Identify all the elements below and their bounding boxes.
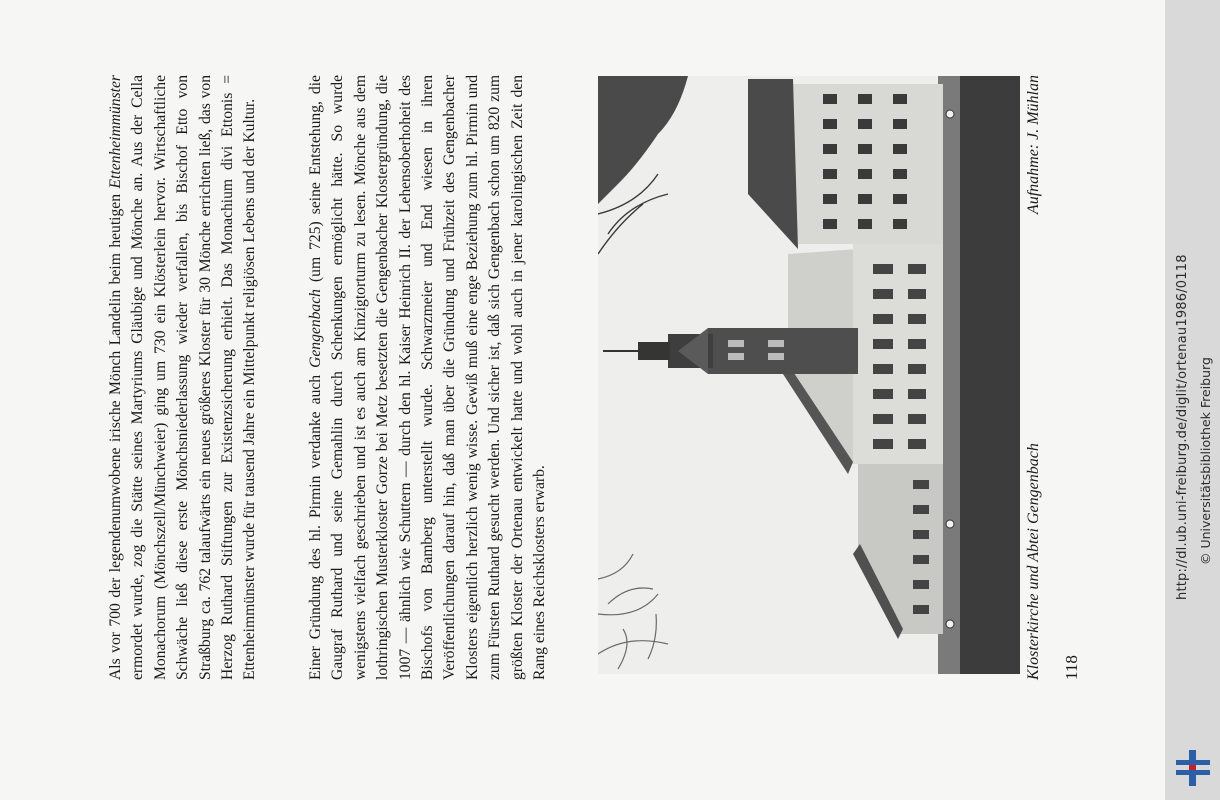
paragraph-ettenheimmuenster: Als vor 700 der legendenumwobene irische Mönch Landelin beim heutigen Ettenheimmünster ermordet wurde, zog die Stätte seines Martyriums Gläubige und Mönche an. Aus der Cella Monachorum (Mönchszell/Münchweier) ging um 730 ein Klösterlein hervor. Wirtschaftliche Schwäche ließ diese erste Mönchsniederlassung wieder verfallen, bis Bischof Etto von Straßburg ca. 762 talaufwärts ein neues größeres Kloster für 30 Mönche errichten ließ, das von Herzog Ruthard Stiftungen zur Existenzsicherung erhielt. Das Monachium divi Ettonis = Ettenheimmünster wurde für tausend Jahre ein Mittelpunkt religiösen Lebens und der Kultur. [107, 75, 259, 680]
paragraph-gengenbach: Einer Gründung des hl. Pirmin verdanke auch Gengenbach (um 725) seine Entstehung, die Gaugraf Ruthard und seine Gemahlin durch Schenkungen ermöglicht hätte. So wurde wenigstens vielfach geschrieben und ist es auch am Kinzigtorturm zu lesen. Mönche aus dem lothringischen Musterkloster Gorze bei Metz besetzten die Gengenbacher Klostergründung, die 1007 — ähnlich wie Schuttern — durch den hl. Kaiser Heinrich II. der Lehensoberhoheit des Bischofs von Bamberg unterstellt wurde. Schwarzmeier und End wiesen in ihren Veröffentlichungen darauf hin, daß man über die Gründung und Frühzeit des Gengenbacher Klosters eigentlich herzlich wenig wisse. Gewiß muß eine enge Beziehung zum hl. Pirmin und zum Fürsten Ruthard gesucht werden. Und sicher ist, daß sich Gengenbach schon um 820 zum größten Kloster der Ortenau entwickelt hatte und wohl auch in jener karolingischen Zeit den Rang eines Reichsklosters erwarb. [307, 75, 549, 680]
photo-caption: Klosterkirche und Abtei Gengenbach [1025, 443, 1042, 680]
page-number: 118 [1062, 655, 1081, 680]
copyright-notice: © Universitätsbibliothek Freiburg [1198, 357, 1213, 565]
source-url-link[interactable]: http://dl.ub.uni-freiburg.de/diglit/ortenau1986/0118 [1175, 254, 1190, 600]
photo-credit: Aufnahme: J. Mühlan [1025, 75, 1042, 215]
margin-rotated-text [1165, 0, 1220, 800]
abbey-photograph [598, 76, 1020, 674]
library-logo-icon [1172, 748, 1214, 788]
viewer-margin [1165, 0, 1220, 800]
